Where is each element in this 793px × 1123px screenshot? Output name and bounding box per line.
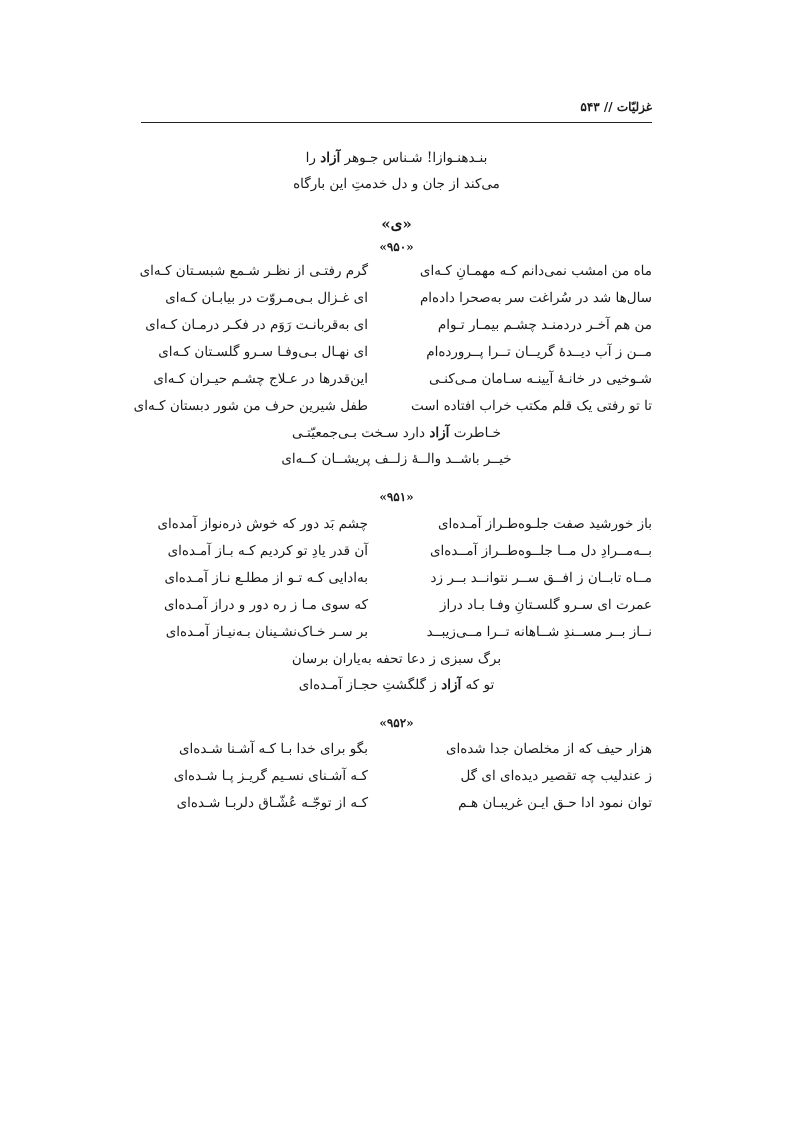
hemistich-left: ای به‌قربانـت رَوَم در فکـر درمـان کـه‌ای (145, 317, 368, 333)
couplet-row (0, 366, 793, 393)
hemistich-left: بر سـر خـاک‌نشـینان بـه‌نیـاز آمـده‌ای (165, 624, 368, 640)
hemistich-left: ای غـزال بـی‌مـروّت در بیابـان کـه‌ای (165, 290, 368, 306)
running-header: غزلیّات // ۵۴۳ (580, 100, 652, 114)
hemistich-right: ز عندلیب چه تقصیر دیده‌ای ای گل (460, 768, 652, 784)
ghazal-number-951: «۹۵۱» (379, 490, 414, 504)
couplet-row (0, 511, 793, 538)
final-line: تو که آزاد ز گلگشتِ حجـاز آمـده‌ای (298, 677, 495, 693)
hemistich-left: که سوی مـا ز ره دور و دراز آمـده‌ای (163, 597, 368, 613)
hemistich-right: ماه من امشب نمی‌دانم کـه مهمـانِ کـه‌ای (419, 263, 652, 279)
section-letter-heading: «ی» (381, 215, 412, 233)
hemistich-left: کـه از توجّـه عُشّـاق دلربـا شـده‌ای (176, 795, 368, 811)
hemistich-right: مــاه تابــان ز افــق ســر نتوانــد بــر زد (430, 570, 652, 586)
hemistich-right: عمرت ای سـرو گلسـتانِ وفـا بـاد دراز (440, 597, 652, 613)
intro-line-1: بنـدهنـوازا! شـناس جـوهر آزاد را (305, 150, 488, 166)
hemistich-right: شـوخیی در خانـهٔ آیینـه سـامان مـی‌کنـی (429, 371, 652, 387)
hemistich-left: این‌قدرها در عـلاج چشـم حیـران کـه‌ای (153, 371, 368, 387)
couplet-row (0, 393, 793, 420)
hemistich-right: هزار حیف که از مخلصان جدا شده‌ای (445, 741, 652, 757)
hemistich-right: باز خورشید صفت جلـوه‌طـراز آمـده‌ای (437, 516, 652, 532)
couplet-row (0, 312, 793, 339)
hemistich-right: بــه‌مــرادِ دل مــا جلــوه‌طــراز آمــده‌ای (429, 543, 652, 559)
hemistich-right: سال‌ها شد در سُراغت سر به‌صحرا داده‌ام (419, 290, 652, 306)
header-rule (141, 122, 652, 123)
hemistich-right: تا تو رفتی یک قلم مکتب خراب افتاده است (410, 398, 652, 414)
couplet-row (0, 285, 793, 312)
hemistich-left: آن قدر یادِ تو کردیم کـه بـاز آمـده‌ای (167, 543, 368, 559)
intro-line-2: می‌کند از جان و دل خدمتِ این بارگاه (293, 176, 500, 192)
hemistich-left: کـه آشـنای نسـیم گریـز پـا شـده‌ای (173, 768, 368, 784)
hemistich-left: ای نهـال بـی‌وفـا سـرو گلسـتان کـه‌ای (158, 344, 368, 360)
hemistich-right: نــاز بــر مســندِ شــاهانه تــرا مــی‌زیبــد (426, 624, 652, 640)
hemistich-right: توان نمود ادا حـق ایـن غریبـان هـم (458, 795, 652, 811)
couplet-row (0, 258, 793, 285)
hemistich-left: گرم رفتـی از نظـر شـمع شبسـتان کـه‌ای (139, 263, 368, 279)
ghazal-951 (0, 511, 793, 698)
ghazal-number-952: «۹۵۲» (379, 716, 414, 730)
poet-name: آزاد (429, 425, 450, 441)
couplet-row (0, 339, 793, 366)
hemistich-left: چشم بَد دور که خوش ذره‌نواز آمده‌ای (157, 516, 368, 532)
hemistich-right: مــن ز آب دیــدهٔ گریــان تــرا پــرورده‌ام (426, 344, 652, 360)
couplet-row (0, 790, 793, 817)
final-line: برگ سبزی ز دعا تحفه به‌یاران برسان (291, 651, 502, 667)
poet-name: آزاد (441, 677, 462, 693)
final-line: خـاطرت آزاد دارد سـخت بـی‌جمعیّتـی (291, 425, 502, 441)
hemistich-left: به‌ادایی کـه تـو از مطلـع نـاز آمـده‌ای (164, 570, 368, 586)
final-line: خیــر باشــد والــهٔ زلــف پریشــان کــه‌ای (281, 451, 512, 467)
ghazal-number-950: «۹۵۰» (379, 240, 414, 254)
couplet-row (0, 736, 793, 763)
hemistich-left: بگو برای خدا بـا کـه آشـنا شـده‌ای (178, 741, 368, 757)
ghazal-952 (0, 736, 793, 817)
poet-name: آزاد (320, 150, 341, 166)
intro-couplet (0, 145, 793, 197)
couplet-row (0, 538, 793, 565)
hemistich-right: من هم آخـر دردمنـد چشـم بیمـار تـوام (437, 317, 652, 333)
couplet-row (0, 565, 793, 592)
ghazal-950 (0, 258, 793, 472)
couplet-row (0, 592, 793, 619)
couplet-row (0, 763, 793, 790)
hemistich-left: طفل شیرین حرف من شور دبستان کـه‌ای (133, 398, 368, 414)
couplet-row (0, 619, 793, 646)
